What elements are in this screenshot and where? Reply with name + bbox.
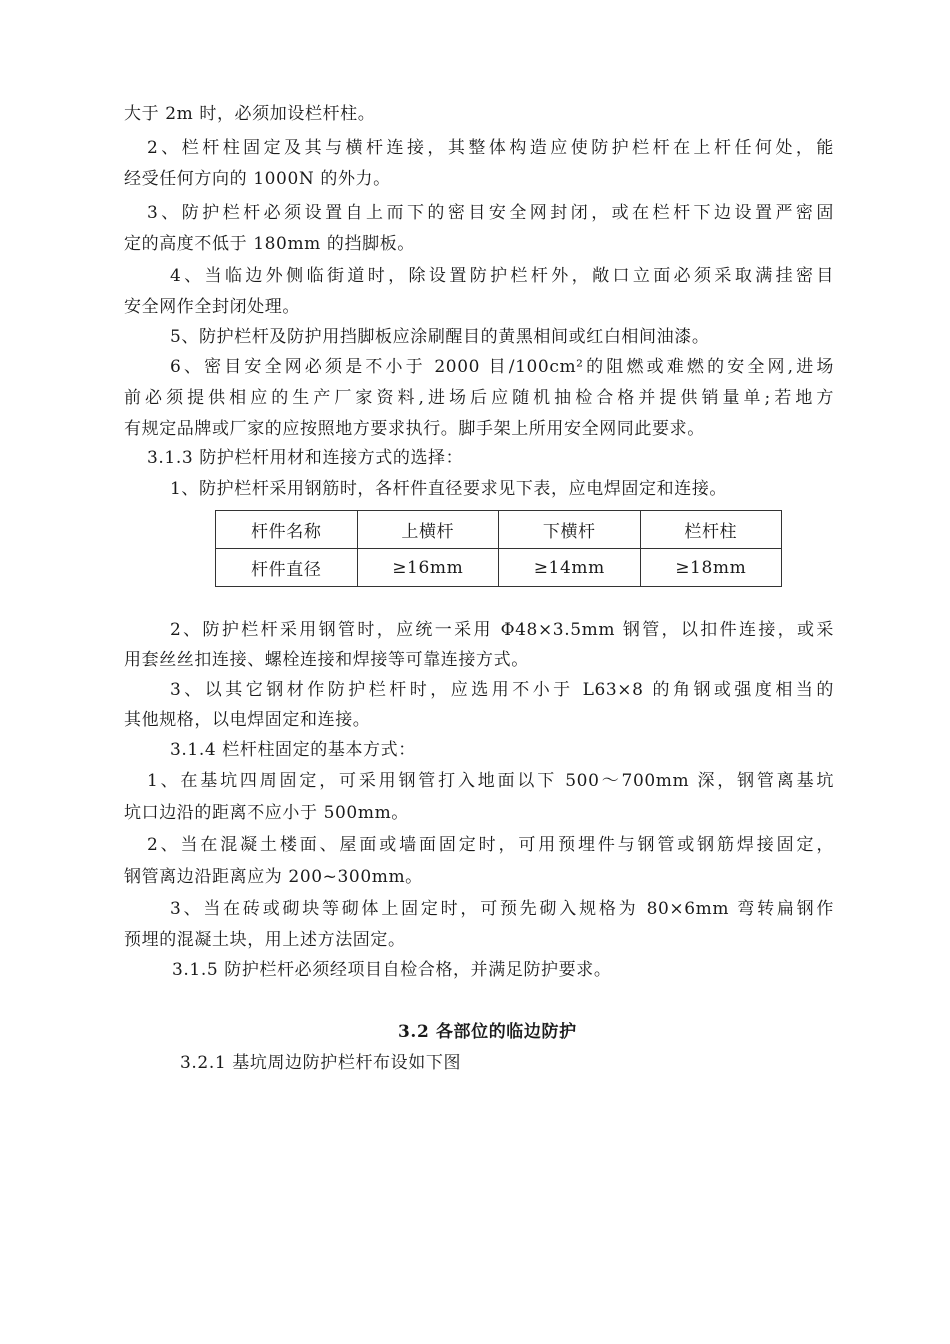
paragraph-line: 坑口边沿的距离不应小于 500mm。 — [124, 803, 409, 823]
section-heading-3-2-1: 3.2.1 基坑周边防护栏杆布设如下图 — [180, 1053, 462, 1073]
paragraph-line: 用套丝丝扣连接、螺栓连接和焊接等可靠连接方式。 — [124, 650, 529, 670]
section-title-3-2: 3.2 各部位的临边防护 — [398, 1022, 577, 1042]
paragraph-line: 前必须提供相应的生产厂家资料,进场后应随机抽检合格并提供销量单;若地方 — [124, 388, 834, 408]
paragraph-line: 3、当在砖或砌块等砌体上固定时，可预先砌入规格为 80×6mm 弯转扁钢作 — [170, 899, 834, 919]
section-heading-3-1-4: 3.1.4 栏杆柱固定的基本方式： — [170, 740, 416, 760]
table-header-cell: 上横杆 — [357, 511, 499, 549]
paragraph-line: 5、防护栏杆及防护用挡脚板应涂刷醒目的黄黑相间或红白相间油漆。 — [170, 327, 710, 347]
paragraph-line: 其他规格，以电焊固定和连接。 — [124, 710, 371, 730]
table-row — [216, 549, 782, 587]
paragraph-line: 大于 2m 时，必须加设栏杆柱。 — [124, 104, 376, 124]
paragraph-line: 3、以其它钢材作防护栏杆时，应选用不小于 L63×8 的角钢或强度相当的 — [170, 680, 834, 700]
paragraph-line: 4、当临边外侧临街道时，除设置防护栏杆外，敞口立面必须采取满挂密目 — [170, 266, 834, 286]
section-heading-3-1-5: 3.1.5 防护栏杆必须经项目自检合格，并满足防护要求。 — [172, 960, 612, 980]
table-cell: ≥16mm — [357, 549, 499, 587]
section-heading-3-1-3: 3.1.3 防护栏杆用材和连接方式的选择： — [147, 448, 464, 468]
paragraph-line: 钢管离边沿距离应为 200~300mm。 — [124, 867, 423, 887]
table-header-row — [216, 511, 782, 549]
table-header-cell: 栏杆柱 — [640, 511, 782, 549]
paragraph-line: 3、防护栏杆必须设置自上而下的密目安全网封闭，或在栏杆下边设置严密固 — [147, 203, 834, 223]
paragraph-line: 预埋的混凝土块，用上述方法固定。 — [124, 930, 406, 950]
paragraph-line: 2、防护栏杆采用钢管时，应统一采用 Φ48×3.5mm 钢管，以扣件连接，或采 — [170, 620, 834, 640]
paragraph-line: 定的高度不低于 180mm 的挡脚板。 — [124, 234, 415, 254]
paragraph-line: 6、密目安全网必须是不小于 2000 目/100cm²的阻燃或难燃的安全网,进场 — [170, 357, 834, 377]
paragraph-line: 2、栏杆柱固定及其与横杆连接，其整体构造应使防护栏杆在上杆任何处，能 — [147, 138, 834, 158]
rod-diameter-table — [215, 510, 782, 587]
paragraph-line: 2、当在混凝土楼面、屋面或墙面固定时，可用预埋件与钢管或钢筋焊接固定， — [147, 835, 834, 855]
paragraph-line: 1、在基坑四周固定，可采用钢管打入地面以下 500～700mm 深，钢管离基坑 — [147, 771, 834, 791]
table-cell: 杆件直径 — [216, 549, 358, 587]
paragraph-line: 有规定品牌或厂家的应按照地方要求执行。脚手架上所用安全网同此要求。 — [124, 419, 705, 439]
table-cell: ≥18mm — [640, 549, 782, 587]
paragraph-line: 1、防护栏杆采用钢筋时，各杆件直径要求见下表，应电焊固定和连接。 — [170, 479, 728, 499]
table-cell: ≥14mm — [499, 549, 641, 587]
table-header-cell: 杆件名称 — [216, 511, 358, 549]
paragraph-line: 安全网作全封闭处理。 — [124, 297, 300, 317]
table-header-cell: 下横杆 — [499, 511, 641, 549]
paragraph-line: 经受任何方向的 1000N 的外力。 — [124, 169, 391, 189]
